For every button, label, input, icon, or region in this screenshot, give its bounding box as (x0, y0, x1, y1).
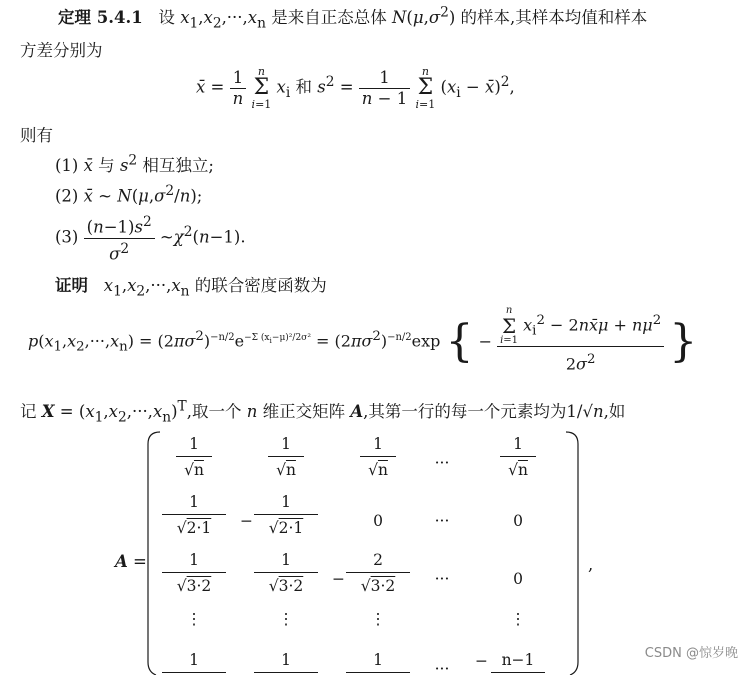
matrix-cell-r5-c2: 1 (254, 648, 318, 673)
matrix-lhs: A = (115, 552, 147, 571)
matrix-cell-r2-c1: $\frac{1}{√2\cdot 1}$ (162, 490, 226, 541)
fraction-1-over-n-minus-1: $\frac{1}{n - 1}$ (359, 68, 410, 109)
item-3-fraction: $\frac{(n-1)s^2}{\sigma^2}$ (84, 212, 155, 264)
matrix-cell-r2-c5: 0 (513, 512, 523, 530)
watermark: CSDN @惊岁晚 (644, 646, 738, 661)
density-fraction: n Σ i=1 $x_i^2$ − 2nx̄μ + $n\mu^2$ $2\sigma^2$ (497, 306, 664, 377)
matrix-cell-r4-c3: ⋮ (370, 610, 386, 628)
matrix-cell-r2-c4: ··· (434, 512, 450, 530)
matrix-cell-r5-c1: 1 (162, 648, 226, 673)
matrix-cell-r1-c5: $\frac{1}{√n}$ (500, 432, 536, 483)
item-3-prefix: (3) (55, 227, 79, 247)
matrix-cell-r4-c5: ⋮ (510, 610, 526, 628)
matrix-cell-r2-c3: 0 (373, 512, 383, 530)
item-2: (2) x̄ ~ $N(\mu,\sigma^2/n)$; (55, 183, 203, 206)
matrix-cell-r1-c3: $\frac{1}{√n}$ (360, 432, 396, 483)
proof-line-1: 证明 $x_1,x_2,\cdot\cdot\cdot,x_n$ 的联合密度函数为 (55, 276, 327, 300)
matrix-cell-r1-c2: $\frac{1}{√n}$ (268, 432, 304, 483)
matrix-cell-r3-c1: $\frac{1}{√3\cdot 2}$ (162, 548, 226, 599)
theorem-label: 定理 5.4.1 (58, 8, 143, 27)
density-equation: $p(x_1,x_2,\cdot\cdot\cdot,x_n) = (2\pi\sigma^2)^{-n/2}e^{-\Sigma (x_i-\mu)^2/2\sigma^2} = (2\pi\sigma^2)^{-n/2}\exp$ { − n Σ i=1 $x_i^2$ − 2nx̄μ + $n\mu^2$ $2\sigma^2$ } (28, 306, 697, 377)
theorem-text: 设 $x_1,x_2,\cdot\cdot\cdot,x_n$ 是来自正态总体 $N(\mu,\sigma^2)$ 的样本,其样本均值和样本 (147, 4, 648, 32)
fraction-1-over-n: $\frac{1}{n}$ (230, 68, 247, 109)
matrix-cell-r5-c3: 1 (346, 648, 410, 673)
matrix-cell-r5-c4: ··· (434, 660, 450, 678)
then-label: 则有 (20, 126, 53, 145)
definition-equation: x̄ = $\frac{1}{n}$ n Σ i=1 $x_i$ 和 $s^2$ = $\frac{1}{n - 1}$ n Σ i=1 ($x_i$ − x̄)$^2$, (196, 65, 515, 111)
matrix-cell-r4-c2: ⋮ (278, 610, 294, 628)
item-3: (3) $\frac{(n-1)s^2}{\sigma^2}$ $\sim\chi^2(n-1)$. (55, 214, 246, 263)
matrix-cell-r3-c4: ··· (434, 570, 450, 588)
item-1: (1) x̄ 与 $s^2$ 相互独立; (55, 152, 214, 175)
matrix-cell-r5-c5: − n−1 (491, 648, 545, 673)
matrix-cell-r3-c3: − 2 √3·2 (346, 548, 410, 599)
matrix-cell-r1-c1: $\frac{1}{√n}$ (176, 432, 212, 483)
proof-label: 证明 (55, 276, 88, 295)
matrix-trailing-comma: , (588, 555, 594, 574)
matrix-cell-r3-c5: 0 (513, 570, 523, 588)
proof-line-X: 记 $X = (x_1,x_2,\cdot\cdot\cdot,x_n)^T$,取一个 n 维正交矩阵 A,其第一行的每一个元素均为1/√n,如 (20, 398, 626, 426)
theorem-line-2: 方差分别为 (20, 41, 103, 60)
matrix-cell-r3-c2: $\frac{1}{√3\cdot 2}$ (254, 548, 318, 599)
matrix-cell-r1-c4: ··· (434, 454, 450, 472)
matrix-cell-r2-c2: − 1 √2·1 (254, 490, 318, 541)
matrix-cell-r4-c1: ⋮ (186, 610, 202, 628)
